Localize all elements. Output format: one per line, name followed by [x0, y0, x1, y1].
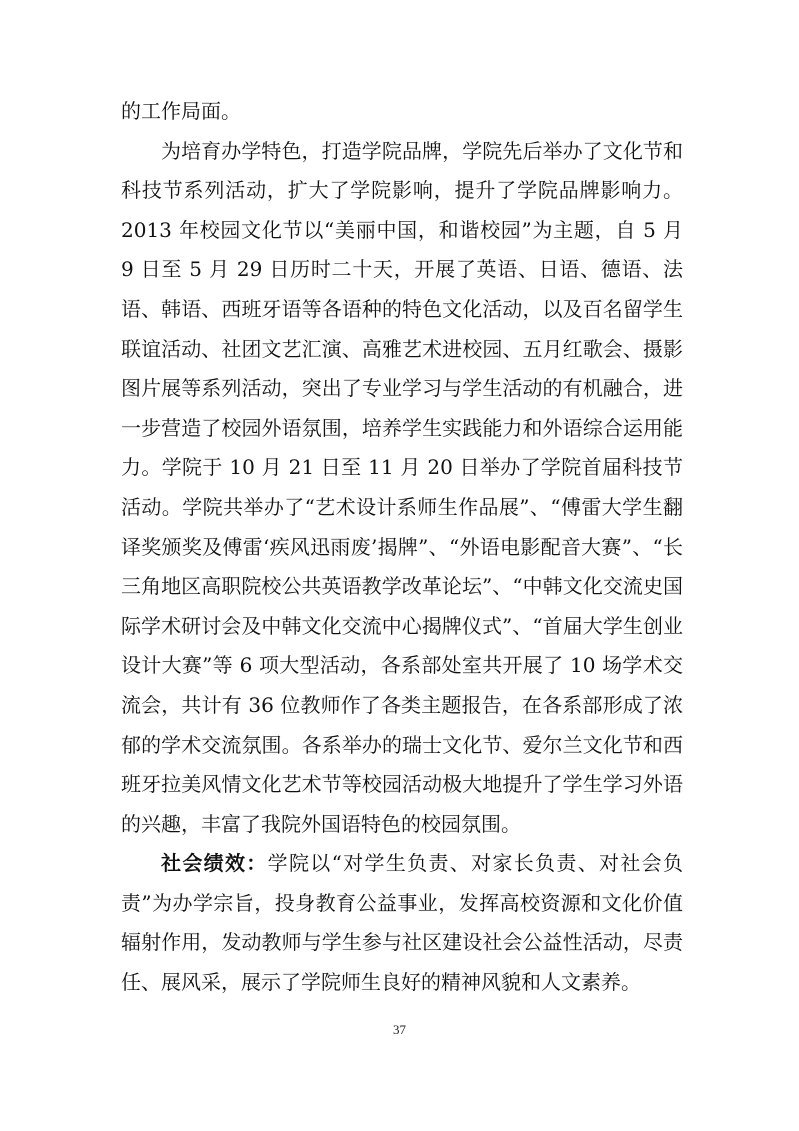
paragraph-social-performance — [121, 844, 683, 1002]
page-number: 37 — [393, 1022, 406, 1037]
body-text — [121, 92, 683, 1003]
paragraph-activities: 为培育办学特色，打造学院品牌，学院先后举办了文化节和科技节系列活动，扩大了学院影响，提升了学院品牌影响力。2013 年校园文化节以“美丽中国，和谐校园”为主题，自 5 月 9 日至 5 月 29 日历时二十天，开展了英语、日语、德语、法语、韩语、西班牙语等各语种的特色文化活动，以及百名留学生联谊活动、社团文艺汇演、高雅艺术进校园、五月红歌会、摄影图片展等系列活动，突出了专业学习与学生活动的有机融合，进一步营造了校园外语氛围，培养学生实践能力和外语综合运用能力。学院于 10 月 21 日至 11 月 20 日举办了学院首届科技节活动。学院共举办了“艺术设计系师生作品展”、“傅雷大学生翻译奖颁奖及傅雷‘疾风迅雨废’揭牌”、“外语电影配音大赛”、“长三角地区高职院校公共英语教学改革论坛”、“中韩文化交流史国际学术研讨会及中韩文化交流中心揭牌仪式”、“首届大学生创业设计大赛”等 6 项大型活动，各系部处室共开展了 10 场学术交流会，共计有 36 位教师作了各类主题报告，在各系部形成了浓郁的学术交流氛围。各系举办的瑞士文化节、爱尔兰文化节和西班牙拉美风情文化艺术节等校园活动极大地提升了学生学习外语的兴趣，丰富了我院外国语特色的校园氛围。 — [121, 138, 683, 836]
paragraph-continuation: 的工作局面。 — [121, 99, 241, 123]
paragraph-social-text: 学院以“对学生负责、对家长负责、对社会负责”为办学宗旨，投身教育公益事业，发挥高校资源和文化价值辐射作用，发动教师与学生参与社区建设社会公益性活动，尽责任、展风采，展示了学院师生良好的精神风貌和人文素养。 — [121, 851, 683, 995]
paragraph-lead-heading: 社会绩效： — [161, 851, 268, 876]
